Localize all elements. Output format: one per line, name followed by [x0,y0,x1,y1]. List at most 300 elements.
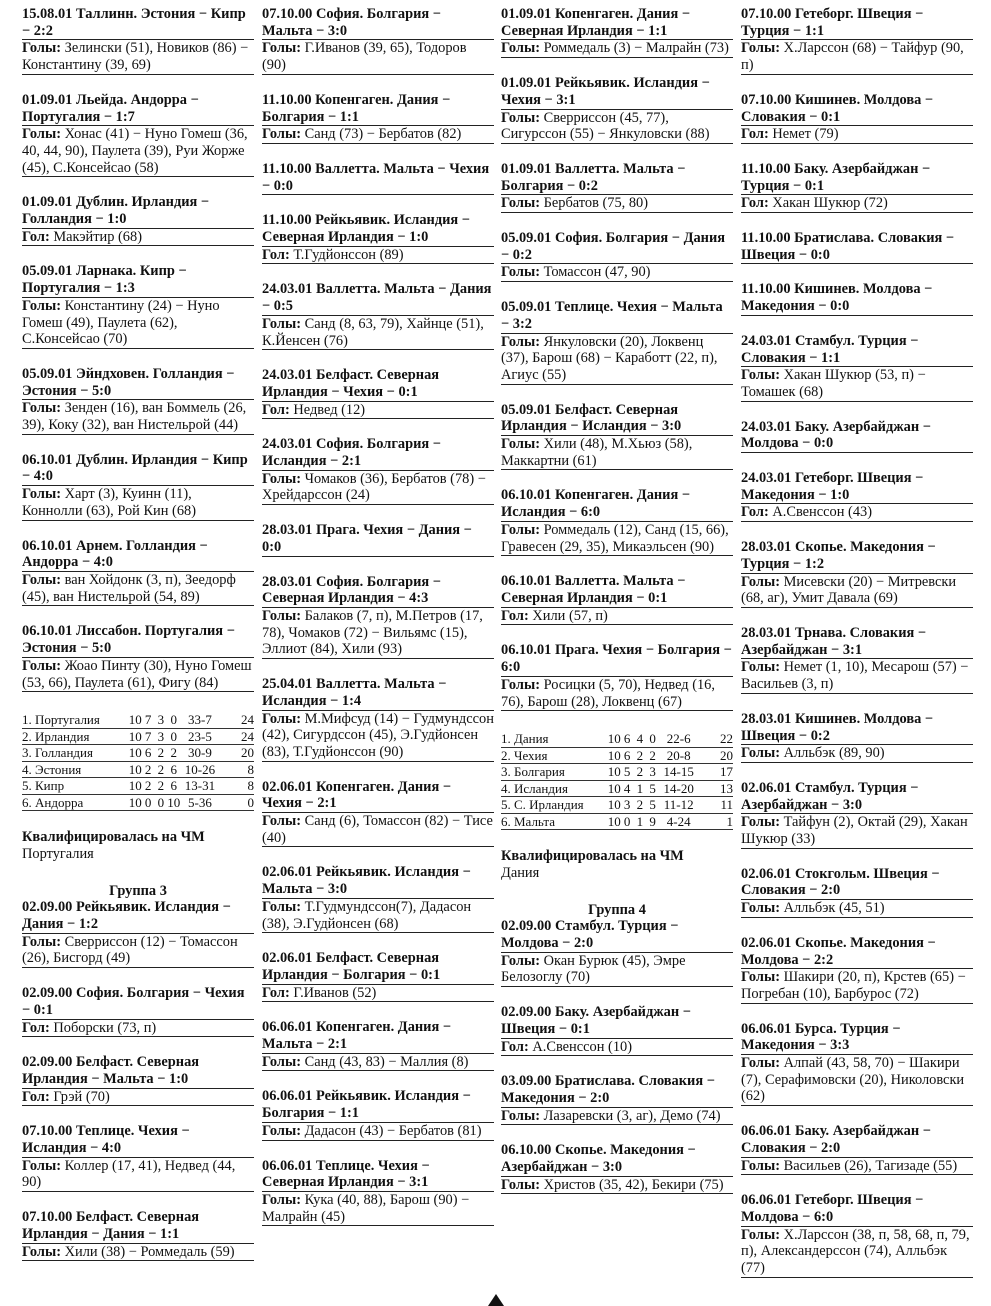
group-heading: Группа 4 [588,901,646,918]
goals-text: Хакан Шукюр (72) [772,195,888,212]
goals-label: Гол: [22,1019,50,1036]
match-report [22,623,254,692]
table-cell: 5. С. Ирландия [501,797,608,814]
table-cell: 10 [128,712,142,728]
goals-label: Голы: [22,1243,61,1260]
goals-label: Голы: [741,745,780,762]
goals-label: Голы: [262,607,301,624]
standings-table [501,731,733,830]
match-heading: 06.06.01 Копенгаген. Дания − Мальта − 2:1 [262,1019,494,1053]
table-cell: 2 [633,797,646,814]
goals-text: Т.Гудмундссон(7), Дадасон (38), Э.Гудйонсен (68) [262,898,472,932]
table-cell: 3 [621,797,634,814]
table-cell: 10 [128,761,142,777]
match-heading: 02.09.00 Баку. Азербайджан − Швеция − 0:1 [501,1004,733,1038]
table-row [501,780,733,797]
table-cell: 3 [154,712,167,728]
match-report [501,299,733,385]
table-cell: 23-5 [180,728,219,745]
goal-scorers [22,400,254,434]
goals-label: Голы: [741,40,780,57]
table-cell: 10 [607,780,621,796]
match-report [22,1123,254,1192]
match-heading: 06.10.01 Валлетта. Мальта − Северная Ирландия − 0:1 [501,573,733,607]
match-report [501,1073,733,1125]
match-report [262,676,494,762]
goals-label: Гол: [741,126,769,143]
match-report [22,6,254,75]
match-heading: 06.10.01 Лиссабон. Португалия − Эстония − 5:0 [22,623,254,657]
match-report [22,538,254,607]
table-cell: 2 [633,747,646,764]
goals-label: Голы: [22,486,61,503]
match-heading: 03.09.00 Братислава. Словакия − Македония − 2:0 [501,1073,733,1107]
table-cell: 33-7 [180,712,219,728]
goals-label: Голы: [501,436,540,453]
goals-label: Голы: [22,657,61,674]
table-cell: 3 [646,764,659,781]
goals-label: Голы: [741,1226,780,1243]
goal-scorers [262,316,494,350]
match-report [262,779,494,848]
goal-scorers [741,745,973,763]
table-cell: 20 [698,747,733,764]
match-report [741,625,973,694]
goals-text: Сверриссон (45, 77), Сигурссон (55) − Янкуловски (88) [501,109,710,143]
match-heading: 06.06.01 Теплице. Чехия − Северная Ирландия − 3:1 [262,1158,494,1192]
table-cell: 8 [220,761,254,778]
match-heading: 11.10.00 Рейкьявик. Исландия − Северная Ирландия − 1:0 [262,212,494,246]
goal-scorers [22,1020,254,1038]
table-cell: 1 [698,813,733,830]
goals-text: Зелински (51), Новиков (86) − Константину (39, 69) [22,40,249,74]
match-report [501,1004,733,1056]
table-cell: 6. Мальта [501,813,608,830]
goals-text: ван Хойдонк (3, п), Зеедорф (45), ван Нистельрой (54, 89) [22,571,236,605]
table-row [22,745,254,762]
match-heading: 02.06.01 Копенгаген. Дания − Чехия − 2:1 [262,779,494,813]
goal-scorers [741,40,973,74]
table-cell: 6. Андорра [22,794,129,811]
goal-scorers [262,402,494,420]
table-cell: 10 [128,745,142,761]
goals-label: Голы: [741,814,780,831]
goal-scorers [262,711,494,762]
table-cell: 22-6 [659,731,698,747]
table-cell: 2. Чехия [501,747,608,764]
goal-scorers [501,40,733,58]
match-heading: 05.09.01 София. Болгария − Дания − 0:2 [501,230,733,264]
table-cell: 4. Исландия [501,780,608,797]
table-cell: 7 [142,712,155,728]
match-heading: 05.09.01 Ларнака. Кипр − Португалия − 1:3 [22,263,254,297]
match-heading: 28.03.01 Трнава. Словакия − Азербайджан − 3:1 [741,625,973,659]
page-arrow-icon [488,1294,504,1306]
match-report [741,866,973,918]
match-heading: 01.09.01 Льейда. Андорра − Португалия − 1:7 [22,92,254,126]
table-cell: 1. Португалия [22,712,129,728]
goals-label: Голы: [22,400,61,417]
goal-scorers [262,899,494,933]
goals-label: Голы: [262,40,301,57]
match-heading: 07.10.00 Белфаст. Северная Ирландия − Дания − 1:1 [22,1209,254,1243]
match-heading: 24.03.01 Баку. Азербайджан − Молдова − 0:0 [741,419,973,453]
table-cell: 3. Голландия [22,745,129,762]
match-heading: 02.09.00 Стамбул. Турция − Молдова − 2:0 [501,918,733,952]
goal-scorers [22,298,254,349]
goal-scorers [22,40,254,74]
match-report [741,1123,973,1175]
match-report [22,1054,254,1106]
match-report [741,780,973,849]
match-heading: 01.09.01 Рейкьявик. Исландия − Чехия − 3:1 [501,75,733,109]
goal-scorers [501,1108,733,1126]
goals-text: Г.Иванов (39, 65), Тодоров (90) [262,40,467,74]
goals-text: Санд (43, 83) − Маллия (8) [304,1053,469,1070]
goals-text: Хонас (41) − Нуно Гомеш (36, 40, 44, 90), Паулета (39), Руи Жорже (45), С.Консейсао (58) [22,126,248,176]
goals-text: Санд (73) − Бербатов (82) [304,126,462,143]
table-cell: 5-36 [180,794,219,811]
goals-text: Хакан Шукюр (53, п) − Томашек (68) [741,367,926,400]
match-report [741,539,973,608]
table-cell: 2 [154,761,167,778]
table-row [22,794,254,811]
goal-scorers [741,195,973,213]
goals-text: Алльбэк (45, 51) [783,900,885,917]
goals-text: Харт (3), Куинн (11), Коннолли (63), Рой Кин (68) [22,486,197,519]
goal-scorers [501,677,733,711]
table-cell: 10 [128,794,142,810]
match-heading: 24.03.01 Белфаст. Северная Ирландия − Чехия − 0:1 [262,367,494,401]
qualified-note [501,848,733,881]
table-cell: 1 [633,780,646,797]
table-cell: 1. Дания [501,731,608,747]
goal-scorers [501,436,733,470]
match-heading: 07.10.00 Гетеборг. Швеция − Турция − 1:1 [741,6,973,40]
table-cell: 14-20 [659,780,698,797]
goals-label: Голы: [262,1122,301,1139]
match-report [262,1158,494,1227]
goal-scorers [22,934,254,968]
table-cell: 2 [142,761,155,778]
match-heading: 07.10.00 Теплице. Чехия − Исландия − 4:0 [22,1123,254,1157]
match-report [501,1142,733,1194]
goals-text: Роммедаль (12), Санд (15, 66), Гравесен (29, 35), Микаэльсен (90) [501,521,729,555]
match-heading: 07.10.00 Кишинев. Молдова − Словакия − 0:1 [741,92,973,126]
goal-scorers [22,572,254,606]
goals-text: Санд (8, 63, 79), Хайнце (51), К.Йенсен (76) [262,315,484,349]
goals-label: Гол: [741,504,769,521]
goals-label: Голы: [262,315,301,332]
match-heading: 28.03.01 София. Болгария − Северная Ирландия − 4:3 [262,574,494,608]
match-report [22,985,254,1037]
table-cell: 2 [154,745,167,762]
goal-scorers [22,486,254,520]
match-report [262,161,494,195]
match-report [22,899,254,968]
goals-text: Чомаков (36), Бербатов (78) − Хрейдарссон (24) [262,470,486,504]
match-heading: 02.06.01 Скопье. Македония − Молдова − 2:2 [741,935,973,969]
table-cell: 10 [167,794,181,810]
goals-text: Кука (40, 88), Барош (90) − Малрайн (45) [262,1191,470,1225]
goals-text: Грэй (70) [53,1088,110,1105]
match-heading: 01.09.01 Дублин. Ирландия − Голландия − 1:0 [22,194,254,228]
qualified-team: Дания [501,864,540,881]
match-heading: 06.10.01 Копенгаген. Дания − Исландия − 6:0 [501,487,733,521]
goals-text: Сверриссон (12) − Томассон (26), Бисгорд (49) [22,933,238,967]
table-row [501,731,733,747]
standings-table [22,712,254,811]
goal-scorers [262,1054,494,1072]
table-cell: 11-12 [659,797,698,814]
match-report [501,918,733,987]
goals-label: Голы: [501,264,540,281]
table-cell: 10 [607,747,621,763]
match-heading: 28.03.01 Скопье. Македония − Турция − 1:2 [741,539,973,573]
goals-text: Тайфун (2), Октай (29), Хакан Шукюр (33) [741,814,968,848]
match-heading: 05.09.01 Белфаст. Северная Ирландия − Исландия − 3:0 [501,402,733,436]
match-report [741,1021,973,1107]
goals-label: Голы: [741,573,780,590]
goals-label: Голы: [741,659,780,676]
table-cell: 6 [142,745,155,762]
match-heading: 05.09.01 Теплице. Чехия − Мальта − 3:2 [501,299,733,333]
goal-scorers [741,367,973,401]
match-heading: 06.10.01 Дублин. Ирландия − Кипр − 4:0 [22,452,254,486]
table-cell: 10 [607,797,621,813]
match-report [501,487,733,556]
goals-label: Голы: [741,367,780,384]
match-report [262,950,494,1002]
goals-text: Немет (79) [772,126,839,143]
table-cell: 0 [646,731,659,747]
table-cell: 10 [607,764,621,780]
goal-scorers [262,247,494,265]
table-cell: 6 [167,778,180,795]
goal-scorers [501,334,733,385]
match-report [741,1192,973,1278]
goals-text: Поборски (73, п) [53,1019,157,1036]
goal-scorers [22,658,254,692]
goals-text: Санд (6), Томассон (82) − Тисе (40) [262,813,493,846]
goals-text: Хили (57, п) [532,607,608,624]
match-report [262,436,494,505]
goal-scorers [501,608,733,626]
goal-scorers [501,1177,733,1195]
goals-label: Голы: [501,676,540,693]
goals-text: Недвед (12) [293,401,366,418]
match-heading: 01.09.01 Валлетта. Мальта − Болгария − 0:2 [501,161,733,195]
match-report [262,522,494,556]
table-cell: 4. Эстония [22,761,129,778]
goal-scorers [501,195,733,213]
goals-text: Окан Бурюк (45), Эмре Белозоглу (70) [501,952,686,986]
goals-text: Хили (38) − Роммедаль (59) [64,1243,235,1260]
table-cell: 13-31 [180,778,219,795]
table-cell: 10 [607,813,621,829]
goals-label: Голы: [22,297,61,314]
goals-text: Росицки (5, 70), Недвед (16, 76), Барош (28), Локвенц (67) [501,676,715,710]
table-cell: 6 [621,747,634,764]
goals-label: Гол: [501,607,529,624]
goals-label: Голы: [501,1176,540,1193]
column-2 [262,6,494,1243]
qualified-team: Португалия [22,845,94,862]
goals-label: Гол: [262,984,290,1001]
goals-text: Немет (1, 10), Месарош (57) − Васильев (3, п) [741,659,969,693]
match-report [262,367,494,419]
match-heading: 15.08.01 Таллинн. Эстония − Кипр − 2:2 [22,6,254,40]
goal-scorers [501,264,733,282]
table-row [501,764,733,781]
goals-label: Голы: [262,470,301,487]
table-row [22,728,254,745]
goals-label: Голы: [501,109,540,126]
goal-scorers [741,504,973,522]
table-cell: 24 [220,728,254,745]
match-report [741,281,973,315]
match-heading: 11.10.00 Баку. Азербайджан − Турция − 0:1 [741,161,973,195]
table-cell: 2 [633,764,646,781]
goals-label: Голы: [741,969,780,986]
match-report [22,452,254,521]
match-report [262,864,494,933]
goal-scorers [262,126,494,144]
goal-scorers [262,985,494,1003]
goals-text: Христов (35, 42), Бекири (75) [543,1176,724,1193]
table-cell: 3 [154,728,167,745]
table-row [501,747,733,764]
table-cell: 0 [621,813,634,830]
table-cell: 6 [621,731,634,747]
goal-scorers [262,1192,494,1226]
goals-text: Макэйтир (68) [53,228,142,245]
goal-scorers [741,659,973,693]
match-heading: 06.06.01 Гетеборг. Швеция − Молдова − 6:0 [741,1192,973,1226]
column-4 [741,6,973,1295]
match-report [501,6,733,58]
table-cell: 24 [220,712,254,728]
table-cell: 0 [167,728,180,745]
qualified-label: Квалифицировалась на ЧМ [22,829,205,846]
goal-scorers [741,814,973,848]
goal-scorers [262,471,494,505]
goals-label: Голы: [262,1191,301,1208]
goal-scorers [262,1123,494,1141]
goals-text: Лазаревски (3, аг), Демо (74) [543,1107,721,1124]
match-report [741,470,973,522]
match-heading: 02.06.01 Белфаст. Северная Ирландия − Болгария − 0:1 [262,950,494,984]
table-cell: 4-24 [659,813,698,830]
goals-label: Гол: [501,1038,529,1055]
table-cell: 2 [646,747,659,764]
match-report [262,6,494,75]
match-report [741,333,973,402]
match-report [262,1019,494,1071]
goal-scorers [741,1055,973,1106]
match-heading: 01.09.01 Копенгаген. Дания − Северная Ирландия − 1:1 [501,6,733,40]
goals-label: Голы: [262,898,301,915]
goals-label: Гол: [741,195,769,212]
goal-scorers [741,969,973,1003]
match-report [741,230,973,264]
table-cell: 10-26 [180,761,219,778]
table-cell: 3. Болгария [501,764,608,781]
match-report [741,92,973,144]
match-report [22,1209,254,1261]
match-report [262,1088,494,1140]
goals-label: Голы: [22,126,61,143]
table-cell: 2 [142,778,155,795]
table-cell: 0 [220,794,254,811]
match-heading: 24.03.01 Гетеборг. Швеция − Македония − 1:0 [741,470,973,504]
match-heading: 25.04.01 Валлетта. Мальта − Исландия − 1:4 [262,676,494,710]
goals-text: Бербатов (75, 80) [543,195,649,212]
table-cell: 20 [220,745,254,762]
goal-scorers [262,813,494,847]
match-heading: 06.06.01 Бурса. Турция − Македония − 3:3 [741,1021,973,1055]
goals-text: Томассон (47, 90) [543,264,651,281]
table-row [22,712,254,728]
match-heading: 06.10.01 Прага. Чехия − Болгария − 6:0 [501,642,732,676]
match-heading: 02.06.01 Рейкьявик. Исландия − Мальта − 3:0 [262,864,494,898]
match-heading: 02.09.00 София. Болгария − Чехия − 0:1 [22,985,254,1019]
match-heading: 06.06.01 Баку. Азербайджан − Словакия − 2:0 [741,1123,973,1157]
table-cell: 9 [646,813,659,830]
goal-scorers [22,126,254,177]
goals-text: Константину (24) − Нуно Гомеш (49), Паулета (62), С.Консейсао (70) [22,297,220,348]
match-heading: 02.09.00 Рейкьявик. Исландия − Дания − 1:2 [22,899,254,933]
goal-scorers [501,110,733,144]
table-cell: 1 [633,813,646,830]
goals-text: А.Свенссон (43) [772,504,873,521]
goals-label: Голы: [501,521,540,538]
table-cell: 2 [167,745,180,762]
goals-label: Голы: [501,952,540,969]
goals-label: Голы: [501,40,540,57]
goals-label: Голы: [501,1107,540,1124]
match-heading: 06.10.01 Арнем. Голландия − Андорра − 4:0 [22,538,254,572]
goals-text: Балаков (7, п), М.Петров (17, 78), Чомаков (72) − Вильямс (15), Эллиот (84), Хили (93) [262,607,483,658]
table-cell: 8 [220,778,254,795]
match-report [501,161,733,213]
table-row [22,778,254,795]
table-cell: 10 [128,778,142,794]
goals-label: Голы: [741,1055,780,1072]
match-report [501,75,733,144]
goals-text: Янкуловски (20), Локвенц (37), Барош (68) − Каработт (22, п), Агиус (55) [501,333,718,383]
match-heading: 02.09.00 Белфаст. Северная Ирландия − Мальта − 1:0 [22,1054,254,1088]
table-cell: 5 [646,797,659,814]
table-cell: 0 [154,794,167,811]
goals-text: Зенден (16), ван Боммель (26, 39), Коку (32), ван Нистельрой (44) [22,400,247,434]
goal-scorers [501,1039,733,1057]
match-report [22,92,254,178]
match-report [501,642,733,711]
match-heading: 06.06.01 Рейкьявик. Исландия − Болгария − 1:1 [262,1088,494,1122]
match-report [262,212,494,264]
goals-label: Голы: [262,710,301,727]
goal-scorers [22,1089,254,1107]
table-cell: 7 [142,728,155,745]
match-report [741,935,973,1004]
match-report [741,6,973,75]
table-cell: 6 [167,761,180,778]
goal-scorers [741,126,973,144]
goals-label: Голы: [22,571,61,588]
match-heading: 02.06.01 Стокгольм. Швеция − Словакия − 2:0 [741,866,973,900]
match-report [501,573,733,625]
